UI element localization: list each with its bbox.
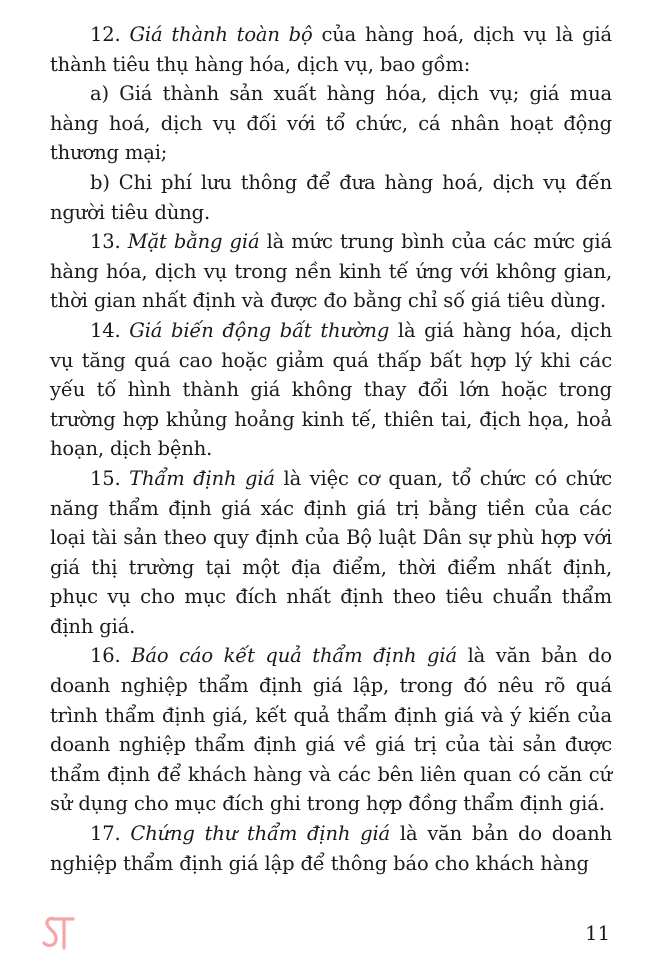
paragraph-item-15: 15. Thẩm định giá là việc cơ quan, tổ chức có chức năng thẩm định giá xác định giá trị bằng tiền của các loại tài sản theo quy định của Bộ luật Dân sự phù hợp với giá thị trường tại một địa điểm, thời điểm nhất định, phục vụ cho mục đích nhất định theo tiêu chuẩn thẩm định giá. (50, 466, 612, 638)
publisher-logo-icon (40, 912, 76, 952)
paragraph-item-14: 14. Giá biến động bất thường là giá hàng hóa, dịch vụ tăng quá cao hoặc giảm quá thấp bất hợp lý khi các yếu tố hình thành giá không thay đổi lớn hoặc trong trường hợp khủng hoảng kinh tế, thiên tai, địch họa, hoả hoạn, dịch bệnh. (50, 318, 612, 461)
paragraph-item-12: 12. Giá thành toàn bộ của hàng hoá, dịch vụ là giá thành tiêu thụ hàng hóa, dịch vụ, bao gồm: (50, 23, 612, 76)
paragraph-item-12b: b) Chi phí lưu thông để đưa hàng hoá, dịch vụ đến người tiêu dùng. (50, 170, 612, 224)
paragraph-item-13: 13. Mặt bằng giá là mức trung bình của các mức giá hàng hóa, dịch vụ trong nền kinh tế ứng với không gian, thời gian nhất định và được đo bằng chỉ số giá tiêu dùng. (50, 230, 612, 313)
paragraph-item-12a: a) Giá thành sản xuất hàng hóa, dịch vụ; giá mua hàng hoá, dịch vụ đối với tổ chức, cá nhân hoạt động thương mại; (50, 82, 612, 165)
paragraph-item-16: 16. Báo cáo kết quả thẩm định giá là văn bản do doanh nghiệp thẩm định giá lập, trong đó nêu rõ quá trình thẩm định giá, kết quả thẩm định giá và ý kiến của doanh nghiệp thẩm định giá về giá trị của tài sản được thẩm định để khách hàng và các bên liên quan có căn cứ sử dụng cho mục đích ghi trong hợp đồng thẩm định giá. (50, 644, 612, 816)
page-number: 11 (585, 922, 610, 945)
paragraph-item-17: 17. Chứng thư thẩm định giá là văn bản do doanh nghiệp thẩm định giá lập để thông báo cho khách hàng (50, 822, 612, 875)
logo-s-stroke (44, 918, 56, 945)
document-body (50, 20, 612, 878)
